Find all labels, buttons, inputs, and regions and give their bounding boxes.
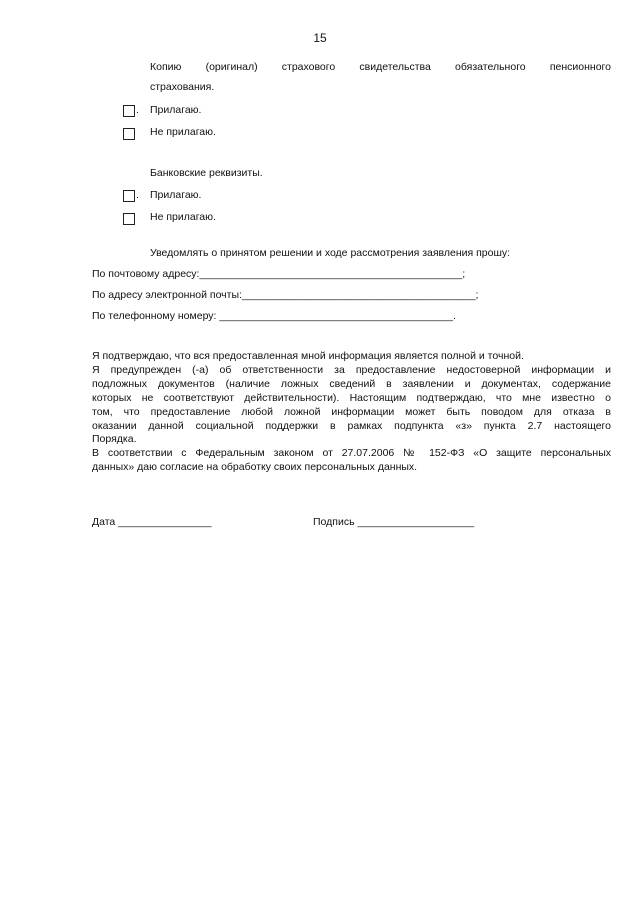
snils-word: (оригинал) [205, 61, 258, 73]
declaration-line: Я подтверждаю, что вся предоставленная мной информация является полной и точной. [92, 350, 524, 362]
declaration-line: В соответствии с Федеральным законом от 27.07.2006 № 152-ФЗ «О защите персональных [92, 447, 611, 459]
bank-attach-label: Прилагаю. [150, 189, 202, 201]
snils-not-attach-label: Не прилагаю. [150, 126, 216, 138]
bank-not-attach-label: Не прилагаю. [150, 211, 216, 223]
bullet-dot: . [136, 189, 139, 201]
bullet-dot: . [136, 104, 139, 116]
declaration-line: данных» даю согласие на обработку своих персональных данных. [92, 461, 418, 473]
declaration-line: оказании данной социальной поддержки в рамках подпункта «з» пункта 2.7 настоящего [92, 420, 611, 432]
signature-field[interactable]: Подпись ____________________ [313, 516, 475, 528]
email-address-field[interactable]: По адресу электронной почты:________________________________________; [92, 289, 479, 301]
postal-address-field[interactable]: По почтовому адресу:_____________________________________________; [92, 268, 466, 280]
declaration-line: подложных документов (наличие ложных сведений в заявлении и документах, содержание [92, 378, 611, 390]
snils-word: свидетельства [359, 61, 431, 73]
snils-line-1 [150, 61, 611, 73]
declaration-line: Я предупрежден (-а) об ответственности за предоставление недостоверной информации и [92, 364, 611, 376]
phone-number-field[interactable]: По телефонному номеру: ________________________________________. [92, 310, 456, 322]
date-field[interactable]: Дата ________________ [92, 516, 212, 528]
snils-word: обязательного [455, 61, 526, 73]
bank-not-attach-checkbox[interactable] [123, 213, 135, 225]
bank-attach-checkbox[interactable] [123, 190, 135, 202]
page-number: 15 [313, 31, 327, 45]
snils-not-attach-checkbox[interactable] [123, 128, 135, 140]
snils-word: Копию [150, 61, 182, 73]
notify-intro: Уведомлять о принятом решении и ходе рассмотрения заявления прошу: [150, 247, 511, 259]
declaration-line: которых не соответствуют действительности). Настоящим подтверждаю, что мне известно о [92, 392, 611, 404]
snils-word: пенсионного [549, 61, 611, 73]
bank-title: Банковские реквизиты. [150, 167, 263, 179]
snils-word: страхового [281, 61, 336, 73]
declaration-line: Порядка. [92, 433, 137, 445]
snils-line-2: страхования. [150, 81, 215, 93]
snils-attach-checkbox[interactable] [123, 105, 135, 117]
snils-attach-label: Прилагаю. [150, 104, 202, 116]
declaration-line: том, что предоставление любой ложной информации может быть поводом для отказа в [92, 406, 611, 418]
